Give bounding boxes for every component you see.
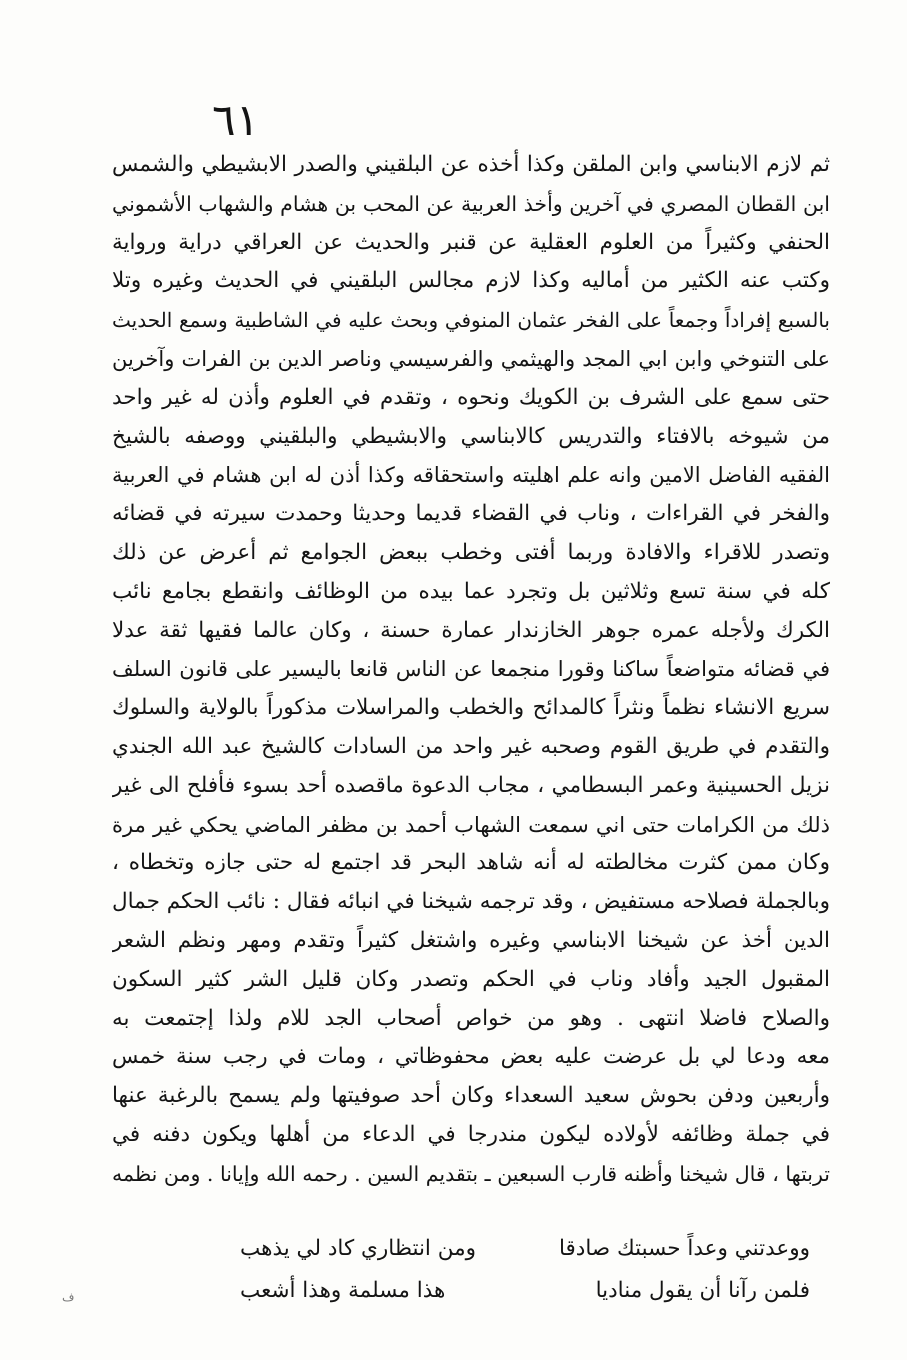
text-line: وكتب عنه الكثير من أماليه وكذا لازم مجالس البلقيني في الحديث وغيره وتلا — [112, 268, 830, 294]
text-line: وكان ممن كثرت مخالطته له أنه شاهد البحر قد اجتمع له حتى جازه وتخطاه ، — [112, 850, 830, 876]
text-line: سريع الانشاء نظماً ونثراً كالمدائح والخطب والمراسلات مذكوراً بالولاية والسلوك — [112, 695, 830, 721]
text-line: نزيل الحسينية وعمر البسطامي ، مجاب الدعوة ماقصده أحد بسوء فأفلح الى غير — [112, 772, 830, 798]
second-hemistich: ومن انتظاري كاد لي يذهب — [240, 1236, 476, 1261]
text-line: في جملة وظائفه لأولاده ليكون مندرجا في الدعاء من أهلها ويكون دفنه في — [112, 1121, 830, 1147]
text-line: حتى سمع على الشرف بن الكويك ونحوه ، وتقدم في العلوم وأذن له غير واحد — [112, 384, 830, 410]
text-line: معه ودعا لي بل عرضت عليه بعض محفوظاتي ، ومات في رجب سنة خمس — [112, 1044, 830, 1070]
text-line: المقبول الجيد وأفاد وناب في الحكم وتصدر وكان قليل الشر كثير السكون — [112, 966, 830, 992]
text-line: وأربعين ودفن بحوش سعيد السعداء وكان أحد صوفيتها ولم يسمح بالرغبة عنها — [112, 1083, 830, 1109]
second-hemistich: هذا مسلمة وهذا أشعب — [240, 1278, 446, 1303]
text-line: ابن القطان المصري في آخرين وأخذ العربية عن المحب بن هشام والشهاب الأشموني — [112, 191, 830, 216]
text-line: من شيوخه بالافتاء والتدريس كالابناسي والابشيطي والبلقيني ووصفه بالشيخ — [112, 423, 830, 449]
text-line: ثم لازم الابناسي وابن الملقن وكذا أخذه عن البلقيني والصدر الابشيطي والشمس — [112, 152, 830, 177]
text-line: ذلك من الكرامات حتى اني سمعت الشهاب أحمد بن مظفر الماضي يحكي غير مرة — [112, 812, 830, 837]
text-line: الحنفي وكثيراً من العلوم العقلية عن قنبر والحديث عن العراقي دراية ورواية — [112, 229, 830, 255]
margin-mark: ف — [62, 1290, 75, 1304]
text-line: وبالجملة فصلاحه مستفيض ، وقد ترجمه شيخنا في انبائه فقال : نائب الحكم جمال — [112, 889, 830, 915]
page-number: ٦١ — [212, 95, 260, 146]
text-line: على التنوخي وابن ابي المجد والهيثمي والفرسيسي وناصر الدين بن الفرات وآخرين — [112, 346, 830, 371]
first-hemistich: ووعدتني وعداً حسبتك صادقا — [558, 1236, 810, 1261]
body-text — [112, 146, 830, 1194]
text-line: كله في سنة تسع وثلاثين بل وتجرد عما بيده من الوظائف وانقطع بجامع نائب — [112, 578, 830, 604]
text-line: الفقيه الفاضل الامين وانه علم اهليته واستحقاقه وكذا أذن له ابن هشام في العربية — [112, 463, 830, 488]
text-line: الدين أخذ عن شيخنا الابناسي وغيره واشتغل كثيراً وتقدم ومهر ونظم الشعر — [112, 927, 830, 953]
verse-line — [240, 1270, 810, 1312]
text-line: وتصدر للاقراء والافادة وربما أفتى وخطب ببعض الجوامع ثم أعرض عن ذلك — [112, 539, 830, 565]
first-hemistich: فلمن رآنا أن يقول مناديا — [595, 1278, 810, 1303]
text-line: والتقدم في طريق القوم وصحبه غير واحد من السادات كالشيخ عبد الله الجندي — [112, 733, 830, 759]
text-line: بالسبع إفراداً وجمعاً على الفخر عثمان المنوفي وبحث عليه في الشاطبية وسمع الحديث — [112, 308, 830, 333]
text-line: والصلاح فاضلا انتهى . وهو من خواص أصحاب الجد للام ولذا إجتمعت به — [112, 1005, 830, 1031]
text-line: والفخر في القراءات ، وناب في القضاء قديما وحديثا وحمدت سيرته في قضائه — [112, 501, 830, 527]
poem-verses — [240, 1228, 810, 1312]
verse-line — [240, 1228, 810, 1270]
text-line: في قضائه متواضعاً ساكنا وقورا منجمعا عن الناس قانعا باليسير على قانون السلف — [112, 657, 830, 682]
text-line: الكرك ولأجله عمره جوهر الخازندار عمارة حسنة ، وكان عالما فقيها ثقة عدلا — [112, 617, 830, 643]
text-line: تربتها ، قال شيخنا وأظنه قارب السبعين ـ بتقديم السين . رحمه الله وإيانا . ومن نظمه — [112, 1161, 830, 1186]
